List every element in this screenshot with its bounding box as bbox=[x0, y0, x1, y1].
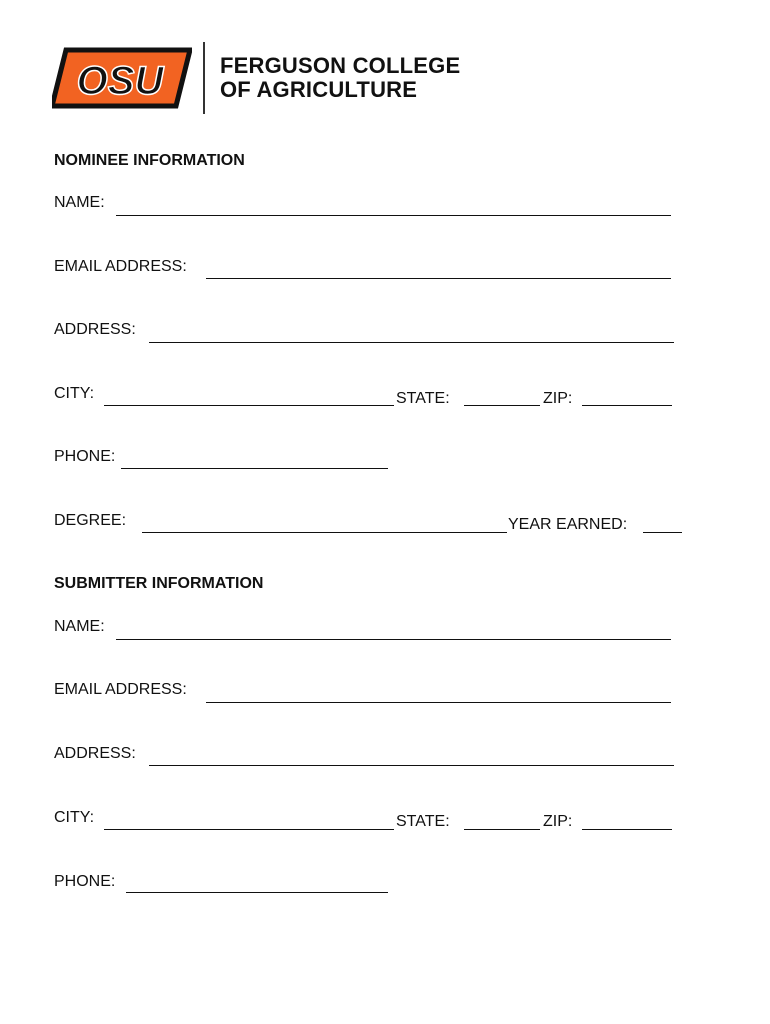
college-name bbox=[220, 54, 460, 102]
nominee-zip-field[interactable] bbox=[582, 405, 672, 406]
submitter-name-field[interactable] bbox=[116, 639, 671, 640]
nominee-year-field[interactable] bbox=[643, 532, 682, 533]
nominee-email-label: EMAIL ADDRESS: bbox=[54, 258, 187, 275]
submitter-city-label: CITY: bbox=[54, 809, 95, 826]
submitter-section-title: SUBMITTER INFORMATION bbox=[54, 575, 264, 592]
submitter-email-label: EMAIL ADDRESS: bbox=[54, 681, 187, 698]
nominee-degree-label: DEGREE: bbox=[54, 512, 127, 529]
nominee-state-field[interactable] bbox=[464, 405, 540, 406]
nominee-email-field[interactable] bbox=[206, 278, 671, 279]
submitter-phone-field[interactable] bbox=[126, 892, 388, 893]
logo-text: OSU bbox=[76, 59, 164, 103]
submitter-address-label: ADDRESS: bbox=[54, 745, 136, 762]
submitter-address-field[interactable] bbox=[149, 765, 674, 766]
submitter-zip-label: ZIP: bbox=[543, 813, 573, 830]
header-divider bbox=[203, 42, 205, 114]
nominee-zip-label: ZIP: bbox=[543, 390, 573, 407]
submitter-state-field[interactable] bbox=[464, 829, 540, 830]
nominee-address-label: ADDRESS: bbox=[54, 321, 136, 338]
nominee-degree-field[interactable] bbox=[142, 532, 507, 533]
osu-logo bbox=[52, 42, 192, 114]
header bbox=[52, 40, 472, 116]
nominee-state-label: STATE: bbox=[396, 390, 450, 407]
submitter-name-label: NAME: bbox=[54, 618, 105, 635]
submitter-phone-label: PHONE: bbox=[54, 873, 116, 890]
nominee-section-title: NOMINEE INFORMATION bbox=[54, 152, 245, 169]
submitter-zip-field[interactable] bbox=[582, 829, 672, 830]
college-line-1: FERGUSON COLLEGE bbox=[220, 53, 461, 78]
submitter-state-label: STATE: bbox=[396, 813, 450, 830]
nominee-phone-field[interactable] bbox=[121, 468, 388, 469]
submitter-email-field[interactable] bbox=[206, 702, 671, 703]
nominee-phone-label: PHONE: bbox=[54, 448, 116, 465]
college-line-2: OF AGRICULTURE bbox=[220, 77, 418, 102]
nominee-name-label: NAME: bbox=[54, 194, 105, 211]
submitter-city-field[interactable] bbox=[104, 829, 394, 830]
nominee-city-label: CITY: bbox=[54, 385, 95, 402]
nominee-address-field[interactable] bbox=[149, 342, 674, 343]
nominee-city-field[interactable] bbox=[104, 405, 394, 406]
nominee-year-label: YEAR EARNED: bbox=[508, 516, 628, 533]
nominee-name-field[interactable] bbox=[116, 215, 671, 216]
